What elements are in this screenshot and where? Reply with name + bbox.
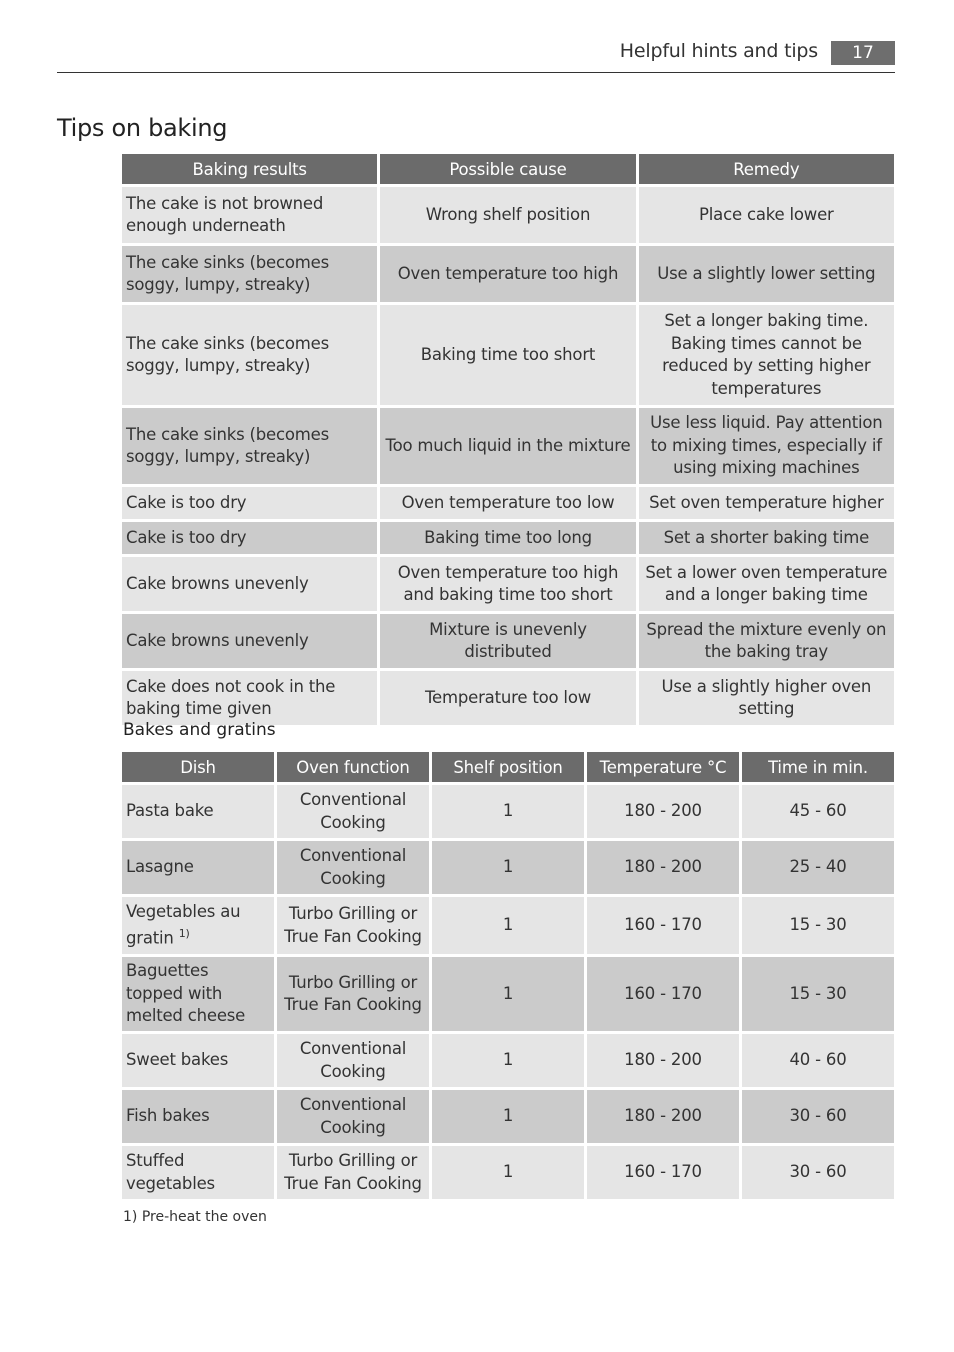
function-cell: Conventional Cooking: [277, 841, 429, 894]
result-cell: The cake sinks (becomes soggy, lumpy, streaky): [122, 246, 377, 302]
time-cell: 15 - 30: [742, 957, 894, 1031]
function-cell: Conventional Cooking: [277, 785, 429, 838]
temperature-cell: 160 - 170: [587, 957, 739, 1031]
temperature-cell: 180 - 200: [587, 785, 739, 838]
function-cell: Turbo Grilling or True Fan Cooking: [277, 897, 429, 954]
page-number: 17: [831, 41, 895, 65]
table-row: [122, 305, 894, 405]
tips-header-row: [122, 154, 894, 184]
function-cell: Turbo Grilling or True Fan Cooking: [277, 957, 429, 1031]
cause-cell: Oven temperature too low: [380, 487, 635, 519]
cause-cell: Baking time too long: [380, 522, 635, 554]
cause-cell: Baking time too short: [380, 305, 635, 405]
remedy-cell: Use a slightly lower setting: [639, 246, 894, 302]
header-dish: Dish: [122, 752, 274, 782]
cause-cell: Wrong shelf position: [380, 187, 635, 243]
header-possible-cause: Possible cause: [380, 154, 635, 184]
time-cell: 30 - 60: [742, 1146, 894, 1199]
remedy-cell: Set oven temperature higher: [639, 487, 894, 519]
time-cell: 40 - 60: [742, 1034, 894, 1087]
footnote: 1) Pre-heat the oven: [123, 1209, 267, 1225]
result-cell: Cake is too dry: [122, 487, 377, 519]
table-row: [122, 1034, 894, 1087]
table-row: [122, 522, 894, 554]
table-row: [122, 957, 894, 1031]
bakes-header-row: [122, 752, 894, 782]
temperature-cell: 180 - 200: [587, 1034, 739, 1087]
shelf-cell: 1: [432, 1090, 584, 1143]
dish-cell: [122, 897, 274, 954]
result-cell: Cake does not cook in the baking time given: [122, 671, 377, 725]
remedy-cell: Set a shorter baking time: [639, 522, 894, 554]
table-row: [122, 1146, 894, 1199]
shelf-cell: 1: [432, 1034, 584, 1087]
table-row: [122, 671, 894, 725]
cause-cell: Temperature too low: [380, 671, 635, 725]
footnote-marker: 1): [178, 927, 190, 941]
time-cell: 45 - 60: [742, 785, 894, 838]
cause-cell: Oven temperature too high: [380, 246, 635, 302]
table-row: [122, 408, 894, 484]
result-cell: The cake sinks (becomes soggy, lumpy, streaky): [122, 408, 377, 484]
remedy-cell: Spread the mixture evenly on the baking tray: [639, 614, 894, 668]
result-cell: Cake browns unevenly: [122, 614, 377, 668]
dish-name: Pasta bake: [126, 801, 214, 821]
table-row: [122, 557, 894, 611]
dish-name: Lasagne: [126, 857, 194, 877]
temperature-cell: 160 - 170: [587, 897, 739, 954]
table-row: [122, 841, 894, 894]
bakes-table: [119, 749, 897, 1202]
dish-cell: [122, 785, 274, 838]
dish-name: Vegetables au gratin: [126, 901, 241, 948]
table-row: [122, 897, 894, 954]
table-row: [122, 785, 894, 838]
shelf-cell: 1: [432, 897, 584, 954]
table-row: [122, 614, 894, 668]
temperature-cell: 180 - 200: [587, 841, 739, 894]
shelf-cell: 1: [432, 785, 584, 838]
header-time: Time in min.: [742, 752, 894, 782]
header-title: Helpful hints and tips: [619, 40, 818, 62]
cause-cell: Mixture is unevenly distributed: [380, 614, 635, 668]
shelf-cell: 1: [432, 957, 584, 1031]
result-cell: Cake is too dry: [122, 522, 377, 554]
header-oven-function: Oven function: [277, 752, 429, 782]
shelf-cell: 1: [432, 841, 584, 894]
dish-name: Stuffed vegetables: [126, 1151, 215, 1193]
remedy-cell: Set a longer baking time. Baking times cannot be reduced by setting higher temperatures: [639, 305, 894, 405]
remedy-cell: Set a lower oven temperature and a longer baking time: [639, 557, 894, 611]
dish-cell: [122, 957, 274, 1031]
header-baking-results: Baking results: [122, 154, 377, 184]
function-cell: Conventional Cooking: [277, 1034, 429, 1087]
function-cell: Turbo Grilling or True Fan Cooking: [277, 1146, 429, 1199]
table-row: [122, 246, 894, 302]
dish-cell: [122, 841, 274, 894]
header-temperature: Temperature °C: [587, 752, 739, 782]
time-cell: 25 - 40: [742, 841, 894, 894]
header-remedy: Remedy: [639, 154, 894, 184]
result-cell: The cake is not browned enough underneath: [122, 187, 377, 243]
result-cell: The cake sinks (becomes soggy, lumpy, streaky): [122, 305, 377, 405]
section-title: Tips on baking: [57, 114, 228, 142]
table-row: [122, 187, 894, 243]
dish-cell: [122, 1090, 274, 1143]
tips-table: [119, 151, 897, 728]
dish-cell: [122, 1146, 274, 1199]
function-cell: Conventional Cooking: [277, 1090, 429, 1143]
temperature-cell: 180 - 200: [587, 1090, 739, 1143]
page-header: [57, 38, 895, 73]
header-shelf-position: Shelf position: [432, 752, 584, 782]
time-cell: 30 - 60: [742, 1090, 894, 1143]
time-cell: 15 - 30: [742, 897, 894, 954]
remedy-cell: Place cake lower: [639, 187, 894, 243]
dish-name: Fish bakes: [126, 1106, 210, 1126]
remedy-cell: Use a slightly higher oven setting: [639, 671, 894, 725]
bakes-table-caption: Bakes and gratins: [123, 720, 276, 740]
dish-name: Sweet bakes: [126, 1050, 229, 1070]
cause-cell: Too much liquid in the mixture: [380, 408, 635, 484]
table-row: [122, 1090, 894, 1143]
remedy-cell: Use less liquid. Pay attention to mixing times, especially if using mixing machines: [639, 408, 894, 484]
dish-name: Baguettes topped with melted cheese: [126, 961, 246, 1026]
temperature-cell: 160 - 170: [587, 1146, 739, 1199]
shelf-cell: 1: [432, 1146, 584, 1199]
dish-cell: [122, 1034, 274, 1087]
result-cell: Cake browns unevenly: [122, 557, 377, 611]
table-row: [122, 487, 894, 519]
cause-cell: Oven temperature too high and baking time too short: [380, 557, 635, 611]
